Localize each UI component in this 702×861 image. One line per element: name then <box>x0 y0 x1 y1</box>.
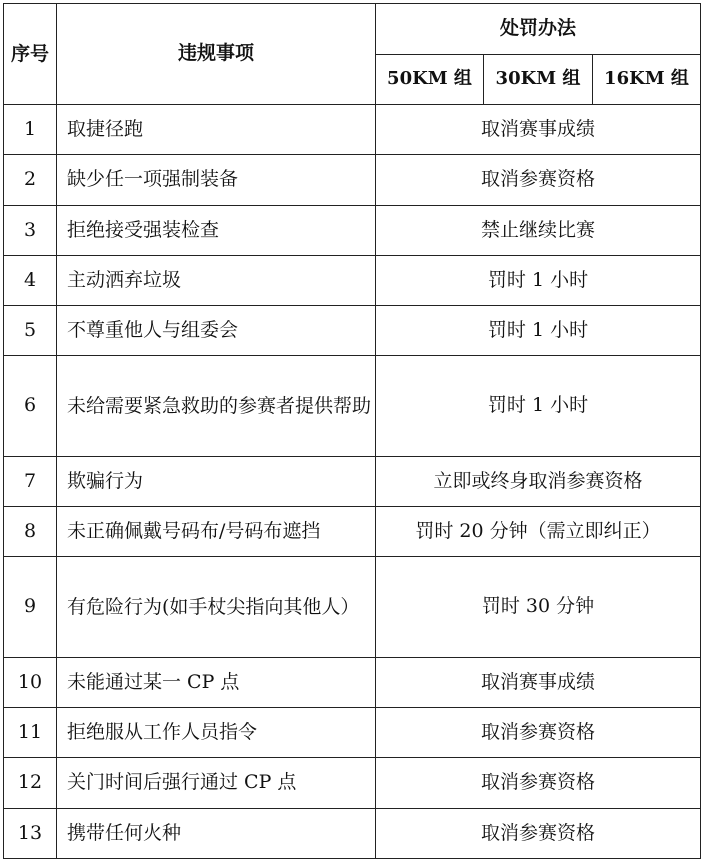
penalty-cell: 取消参赛资格 <box>376 708 701 758</box>
violation-item: 未正确佩戴号码布/号码布遮挡 <box>57 507 376 557</box>
penalty-cell: 取消参赛资格 <box>376 155 701 206</box>
item-header: 违规事项 <box>57 4 376 105</box>
penalty-cell: 取消赛事成绩 <box>376 105 701 155</box>
row-number: 1 <box>4 105 57 155</box>
penalty-cell: 罚时 20 分钟（需立即纠正） <box>376 507 701 557</box>
group-16km-header: 16KM 组 <box>593 55 701 105</box>
row-number: 6 <box>4 356 57 457</box>
penalty-cell: 禁止继续比赛 <box>376 206 701 256</box>
violation-item: 主动洒弃垃圾 <box>57 256 376 306</box>
table-row <box>4 206 701 256</box>
table-row <box>4 758 701 809</box>
table-row <box>4 507 701 557</box>
table-row <box>4 256 701 306</box>
row-number: 11 <box>4 708 57 758</box>
row-number: 8 <box>4 507 57 557</box>
group-30km-header: 30KM 组 <box>484 55 593 105</box>
table-row <box>4 809 701 859</box>
penalty-cell: 取消参赛资格 <box>376 809 701 859</box>
violation-item: 未给需要紧急救助的参赛者提供帮助 <box>57 356 376 457</box>
violation-item: 不尊重他人与组委会 <box>57 306 376 356</box>
row-number: 12 <box>4 758 57 809</box>
penalty-header: 处罚办法 <box>376 4 701 55</box>
row-number: 7 <box>4 457 57 507</box>
table-row <box>4 356 701 457</box>
table-row <box>4 457 701 507</box>
table-row <box>4 155 701 206</box>
violation-item: 欺骗行为 <box>57 457 376 507</box>
penalty-cell: 罚时 1 小时 <box>376 306 701 356</box>
seq-header: 序号 <box>4 4 57 105</box>
violation-item: 缺少任一项强制装备 <box>57 155 376 206</box>
penalty-cell: 罚时 30 分钟 <box>376 557 701 658</box>
violation-item: 有危险行为(如手杖尖指向其他人） <box>57 557 376 658</box>
penalty-cell: 罚时 1 小时 <box>376 256 701 306</box>
group-50km-header: 50KM 组 <box>376 55 484 105</box>
header-row-1 <box>4 4 701 55</box>
violation-item: 未能通过某一 CP 点 <box>57 658 376 708</box>
violation-item: 拒绝服从工作人员指令 <box>57 708 376 758</box>
table-row <box>4 105 701 155</box>
table-row <box>4 658 701 708</box>
row-number: 13 <box>4 809 57 859</box>
violation-item: 取捷径跑 <box>57 105 376 155</box>
row-number: 5 <box>4 306 57 356</box>
penalty-cell: 取消参赛资格 <box>376 758 701 809</box>
table-row <box>4 557 701 658</box>
penalty-table <box>3 3 701 859</box>
penalty-cell: 罚时 1 小时 <box>376 356 701 457</box>
penalty-cell: 取消赛事成绩 <box>376 658 701 708</box>
penalty-cell: 立即或终身取消参赛资格 <box>376 457 701 507</box>
row-number: 2 <box>4 155 57 206</box>
row-number: 10 <box>4 658 57 708</box>
table-row <box>4 708 701 758</box>
row-number: 4 <box>4 256 57 306</box>
table-row <box>4 306 701 356</box>
violation-item: 携带任何火种 <box>57 809 376 859</box>
violation-item: 关门时间后强行通过 CP 点 <box>57 758 376 809</box>
row-number: 9 <box>4 557 57 658</box>
violation-item: 拒绝接受强装检查 <box>57 206 376 256</box>
row-number: 3 <box>4 206 57 256</box>
